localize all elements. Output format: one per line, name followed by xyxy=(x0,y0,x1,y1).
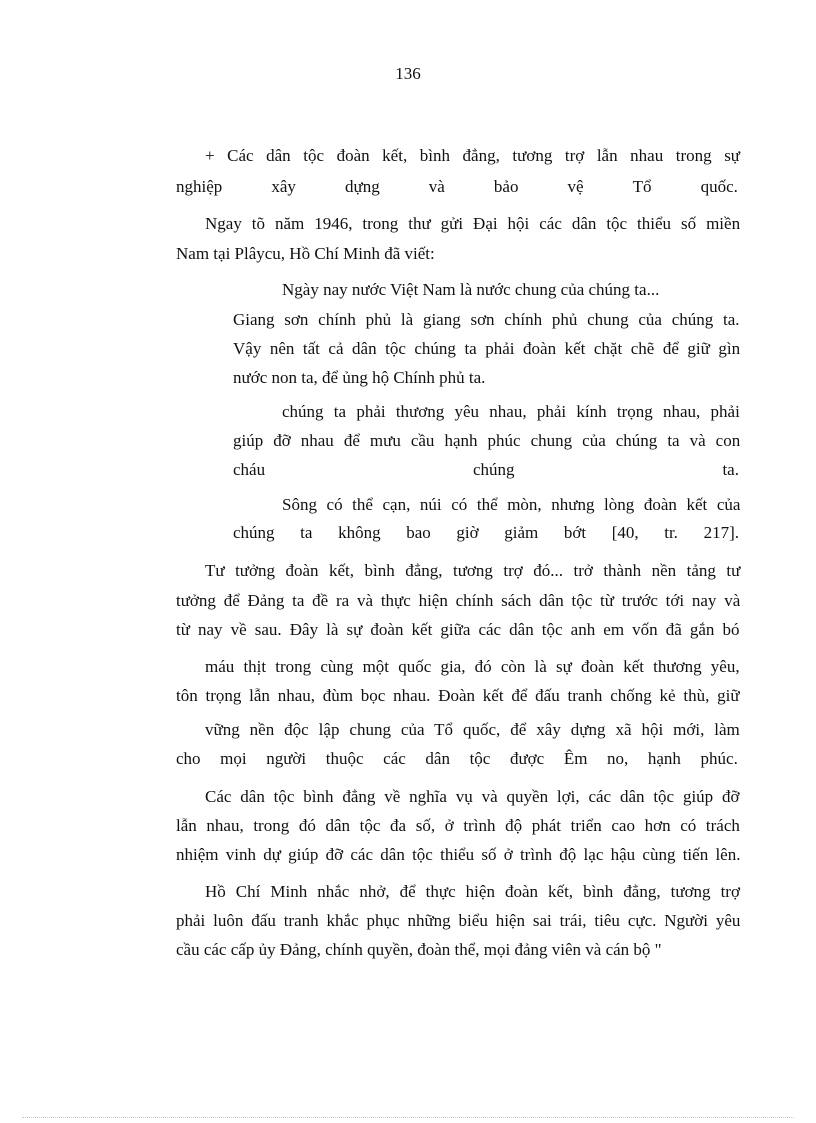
word: được xyxy=(509,749,545,768)
word: ta. xyxy=(722,460,739,479)
text-line: cầu các cấp ủy Đảng, chính quyền, đoàn thể, mọi đảng viên và cán bộ " xyxy=(176,940,662,959)
text-line: tưởng để Đảng ta đề ra và thực hiện chính sách dân tộc từ trước tới nay và xyxy=(176,591,741,610)
word: và xyxy=(428,177,445,196)
quote-line: Sông có thể cạn, núi có thể mòn, nhưng lòng đoàn kết của xyxy=(282,495,741,514)
word: dựng xyxy=(344,177,380,196)
word: vệ xyxy=(567,177,584,196)
word: Êm xyxy=(563,749,588,768)
word: [40, xyxy=(611,523,639,542)
text-line: Ngay tõ năm 1946, trong thư gửi Đại hội các dân tộc thiểu số miền xyxy=(205,214,741,233)
footer-dotted-rule xyxy=(22,1117,794,1118)
word: chúng xyxy=(473,460,515,479)
text-line: + Các dân tộc đoàn kết, bình đẳng, tương trợ lẫn nhau trong sự xyxy=(205,146,741,165)
word: giảm xyxy=(504,523,539,542)
quote-line: giúp đỡ nhau để mưu cầu hạnh phúc chung của chúng ta và con xyxy=(233,431,741,450)
word: cháu xyxy=(233,460,266,479)
text-line: Tư tưởng đoàn kết, bình đẳng, tương trợ đó... trở thành nền tảng tư xyxy=(205,561,741,580)
word: quốc. xyxy=(700,177,738,196)
word: no, xyxy=(607,749,629,768)
word: thuộc xyxy=(325,749,364,768)
word: người xyxy=(266,749,307,768)
word: chúng xyxy=(233,523,275,542)
word: tộc xyxy=(469,749,491,768)
word: bao xyxy=(406,523,431,542)
word: dân xyxy=(425,749,450,768)
text-line-justified xyxy=(176,176,738,198)
quote-line: nước non ta, để ủng hộ Chính phủ ta. xyxy=(233,368,486,387)
word: nghiệp xyxy=(176,177,223,196)
quote-line: Giang sơn chính phủ là giang sơn chính phủ chung của chúng ta. xyxy=(233,310,740,329)
quote-line-justified xyxy=(233,522,739,544)
word: giờ xyxy=(456,523,479,542)
word: không xyxy=(338,523,381,542)
text-line: Hồ Chí Minh nhắc nhở, để thực hiện đoàn kết, bình đẳng, tương trợ xyxy=(205,882,740,901)
text-line: máu thịt trong cùng một quốc gia, đó còn là sự đoàn kết thương yêu, xyxy=(205,657,740,676)
word: Tổ xyxy=(632,177,652,196)
text-line: Nam tại Plâycu, Hồ Chí Minh đã viết: xyxy=(176,244,435,263)
word: mọi xyxy=(220,749,247,768)
text-line: tôn trọng lẫn nhau, đùm bọc nhau. Đoàn kết để đấu tranh chống kẻ thù, giữ xyxy=(176,686,740,705)
page-number: 136 xyxy=(395,64,421,83)
text-line-justified xyxy=(176,748,738,770)
word: xây xyxy=(271,177,296,196)
text-line: từ nay về sau. Đây là sự đoàn kết giữa các dân tộc anh em vốn đã gắn bó xyxy=(176,620,740,639)
word: ta xyxy=(300,523,313,542)
word: bớt xyxy=(563,523,587,542)
word: hạnh xyxy=(647,749,681,768)
word: bảo xyxy=(493,177,519,196)
quote-line: chúng ta phải thương yêu nhau, phải kính trọng nhau, phải xyxy=(282,402,740,421)
quote-line-justified xyxy=(233,459,739,481)
text-line: phải luôn đấu tranh khắc phục những biểu hiện sai trái, tiêu cực. Người yêu xyxy=(176,911,741,930)
word: phúc. xyxy=(700,749,738,768)
word: tr. xyxy=(664,523,678,542)
text-line: nhiệm vinh dự giúp đỡ các dân tộc thiểu số ở trình độ lạc hậu cùng tiến lên. xyxy=(176,845,741,864)
text-line: lẫn nhau, trong đó dân tộc đa số, ở trình độ phát triển cao hơn có trách xyxy=(176,816,740,835)
quote-line: Ngày nay nước Việt Nam là nước chung của chúng ta... xyxy=(282,280,660,299)
word: các xyxy=(383,749,406,768)
text-line: vững nền độc lập chung của Tổ quốc, để xây dựng xã hội mới, làm xyxy=(205,720,740,739)
text-line: Các dân tộc bình đẳng về nghĩa vụ và quyền lợi, các dân tộc giúp đỡ xyxy=(205,787,740,806)
word: cho xyxy=(176,749,201,768)
word: 217]. xyxy=(703,523,739,542)
quote-line: Vậy nên tất cả dân tộc chúng ta phải đoàn kết chặt chẽ để giữ gìn xyxy=(233,339,741,358)
